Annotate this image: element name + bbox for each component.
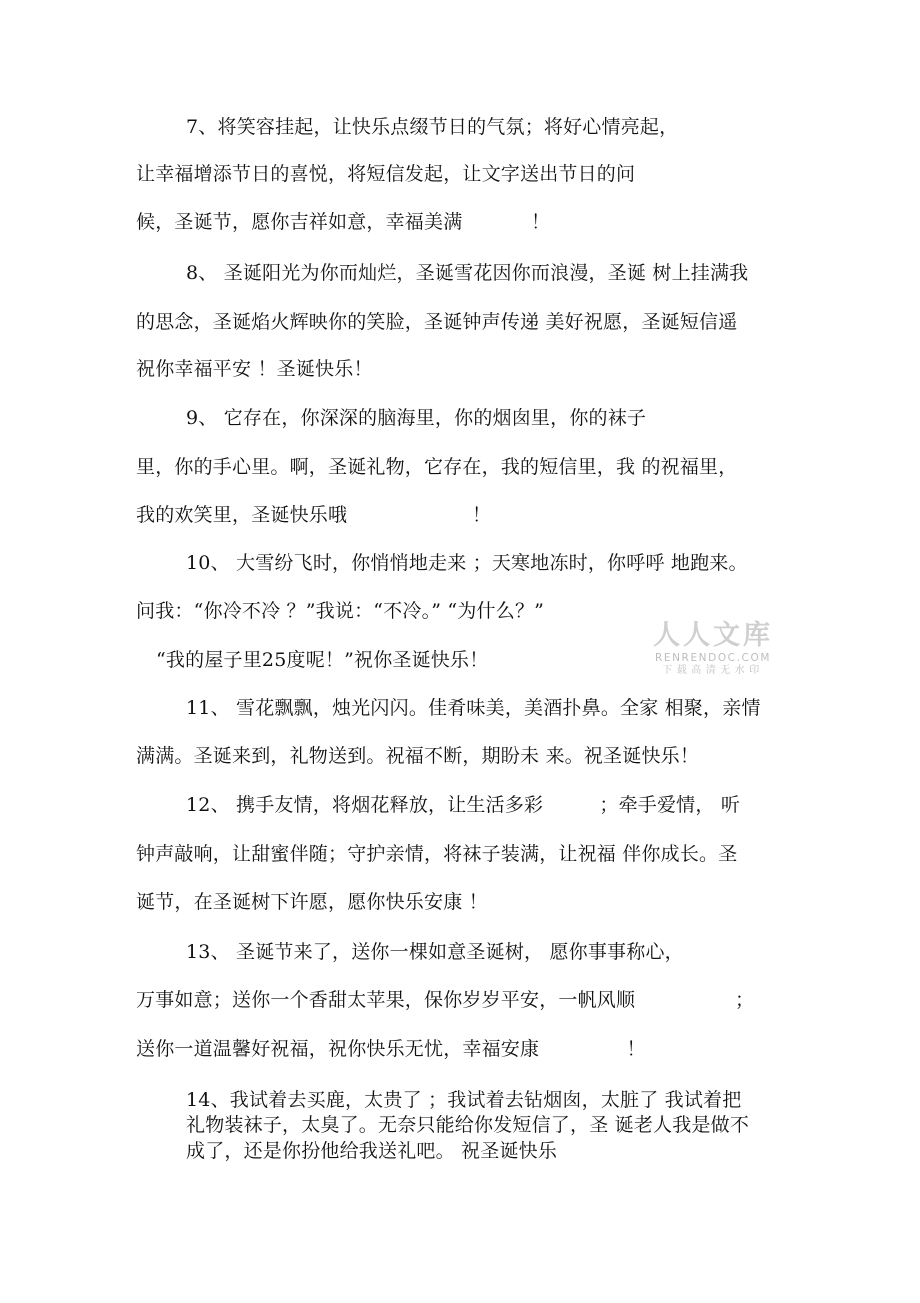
watermark-tagline-text: 下载高清无水印 [662,665,764,676]
renrendoc-watermark [648,620,778,677]
paragraph-7-line-1: 7、将笑容挂起，让快乐点缀节日的气氛；将好心情亮起， [186,116,679,138]
paragraph-9-line-1: 9、 它存在，你深深的脑海里，你的烟囱里，你的袜子 [186,407,647,429]
paragraph-10-line-2: 问我：“你冷不冷 ？”我说：“不冷。” “为什么？” [136,600,545,622]
paragraph-12-line-1: 12、 携手友情，将烟花释放，让生活多彩 ；牵手爱情， 听 [186,794,741,816]
paragraph-8-line-3: 祝你幸福平安 ！圣诞快乐！ [136,358,373,380]
paragraph-9-line-3: 我的欢笑里，圣诞快乐哦 ！ [136,504,492,526]
paragraph-13-line-1: 13、 圣诞节来了，送你一棵如意圣诞树， 愿你事事称心， [186,941,684,963]
paragraph-14-line-3: 成了，还是你扮他给我送礼吧。 祝圣诞快乐 [186,1140,558,1162]
paragraph-8-line-2: 的思念，圣诞焰火辉映你的笑脸，圣诞钟声传递 美好祝愿，圣诞短信遥 [136,311,738,333]
paragraph-14-line-2: 礼物装袜子，太臭了。无奈只能给你发短信了，圣 诞老人我是做不 [186,1114,750,1136]
paragraph-10-line-1: 10、 大雪纷飞时，你悄悄地走来 ；天寒地冻时，你呼呼 地跑来。 [186,552,748,574]
paragraph-11-line-2: 满满。圣诞来到，礼物送到。祝福不断，期盼未 来。祝圣诞快乐！ [136,745,700,767]
paragraph-7-line-2: 让幸福增添节日的喜悦，将短信发起，让文字送出节日的问 [136,163,636,185]
paragraph-14-line-1: 14、我试着去买鹿，太贵了 ；我试着去钻烟囱，太脏了 我试着把 [186,1089,742,1111]
paragraph-7-line-3: 候，圣诞节，愿你吉祥如意，幸福美满 ！ [136,211,551,233]
paragraph-11-line-1: 11、 雪花飘飘，烛光闪闪。佳肴味美，美酒扑鼻。全家 相聚，亲情 [186,697,761,719]
paragraph-12-line-2: 钟声敲响，让甜蜜伴随；守护亲情，将袜子装满，让祝福 伴你成长。圣 [136,843,738,865]
watermark-domain-text: RENRENDOC.COM [654,652,772,664]
paragraph-8-line-1: 8、 圣诞阳光为你而灿烂，圣诞雪花因你而浪漫，圣诞 树上挂满我 [186,262,749,284]
watermark-main-text: 人人文库 [653,620,773,651]
paragraph-12-line-3: 诞节，在圣诞树下许愿，愿你快乐安康 ！ [136,891,488,913]
paragraph-10-line-3: “我的屋子里25度呢！”祝你圣诞快乐！ [156,649,489,671]
paragraph-13-line-3: 送你一道温馨好祝福，祝你快乐无忧，幸福安康 ！ [136,1038,646,1060]
paragraph-13-line-2: 万事如意；送你一个香甜太苹果，保你岁岁平安，一帆风顺 ； [136,989,755,1011]
paragraph-9-line-2: 里，你的手心里。啊，圣诞礼物，它存在，我的短信里，我 的祝福里， [136,456,738,478]
